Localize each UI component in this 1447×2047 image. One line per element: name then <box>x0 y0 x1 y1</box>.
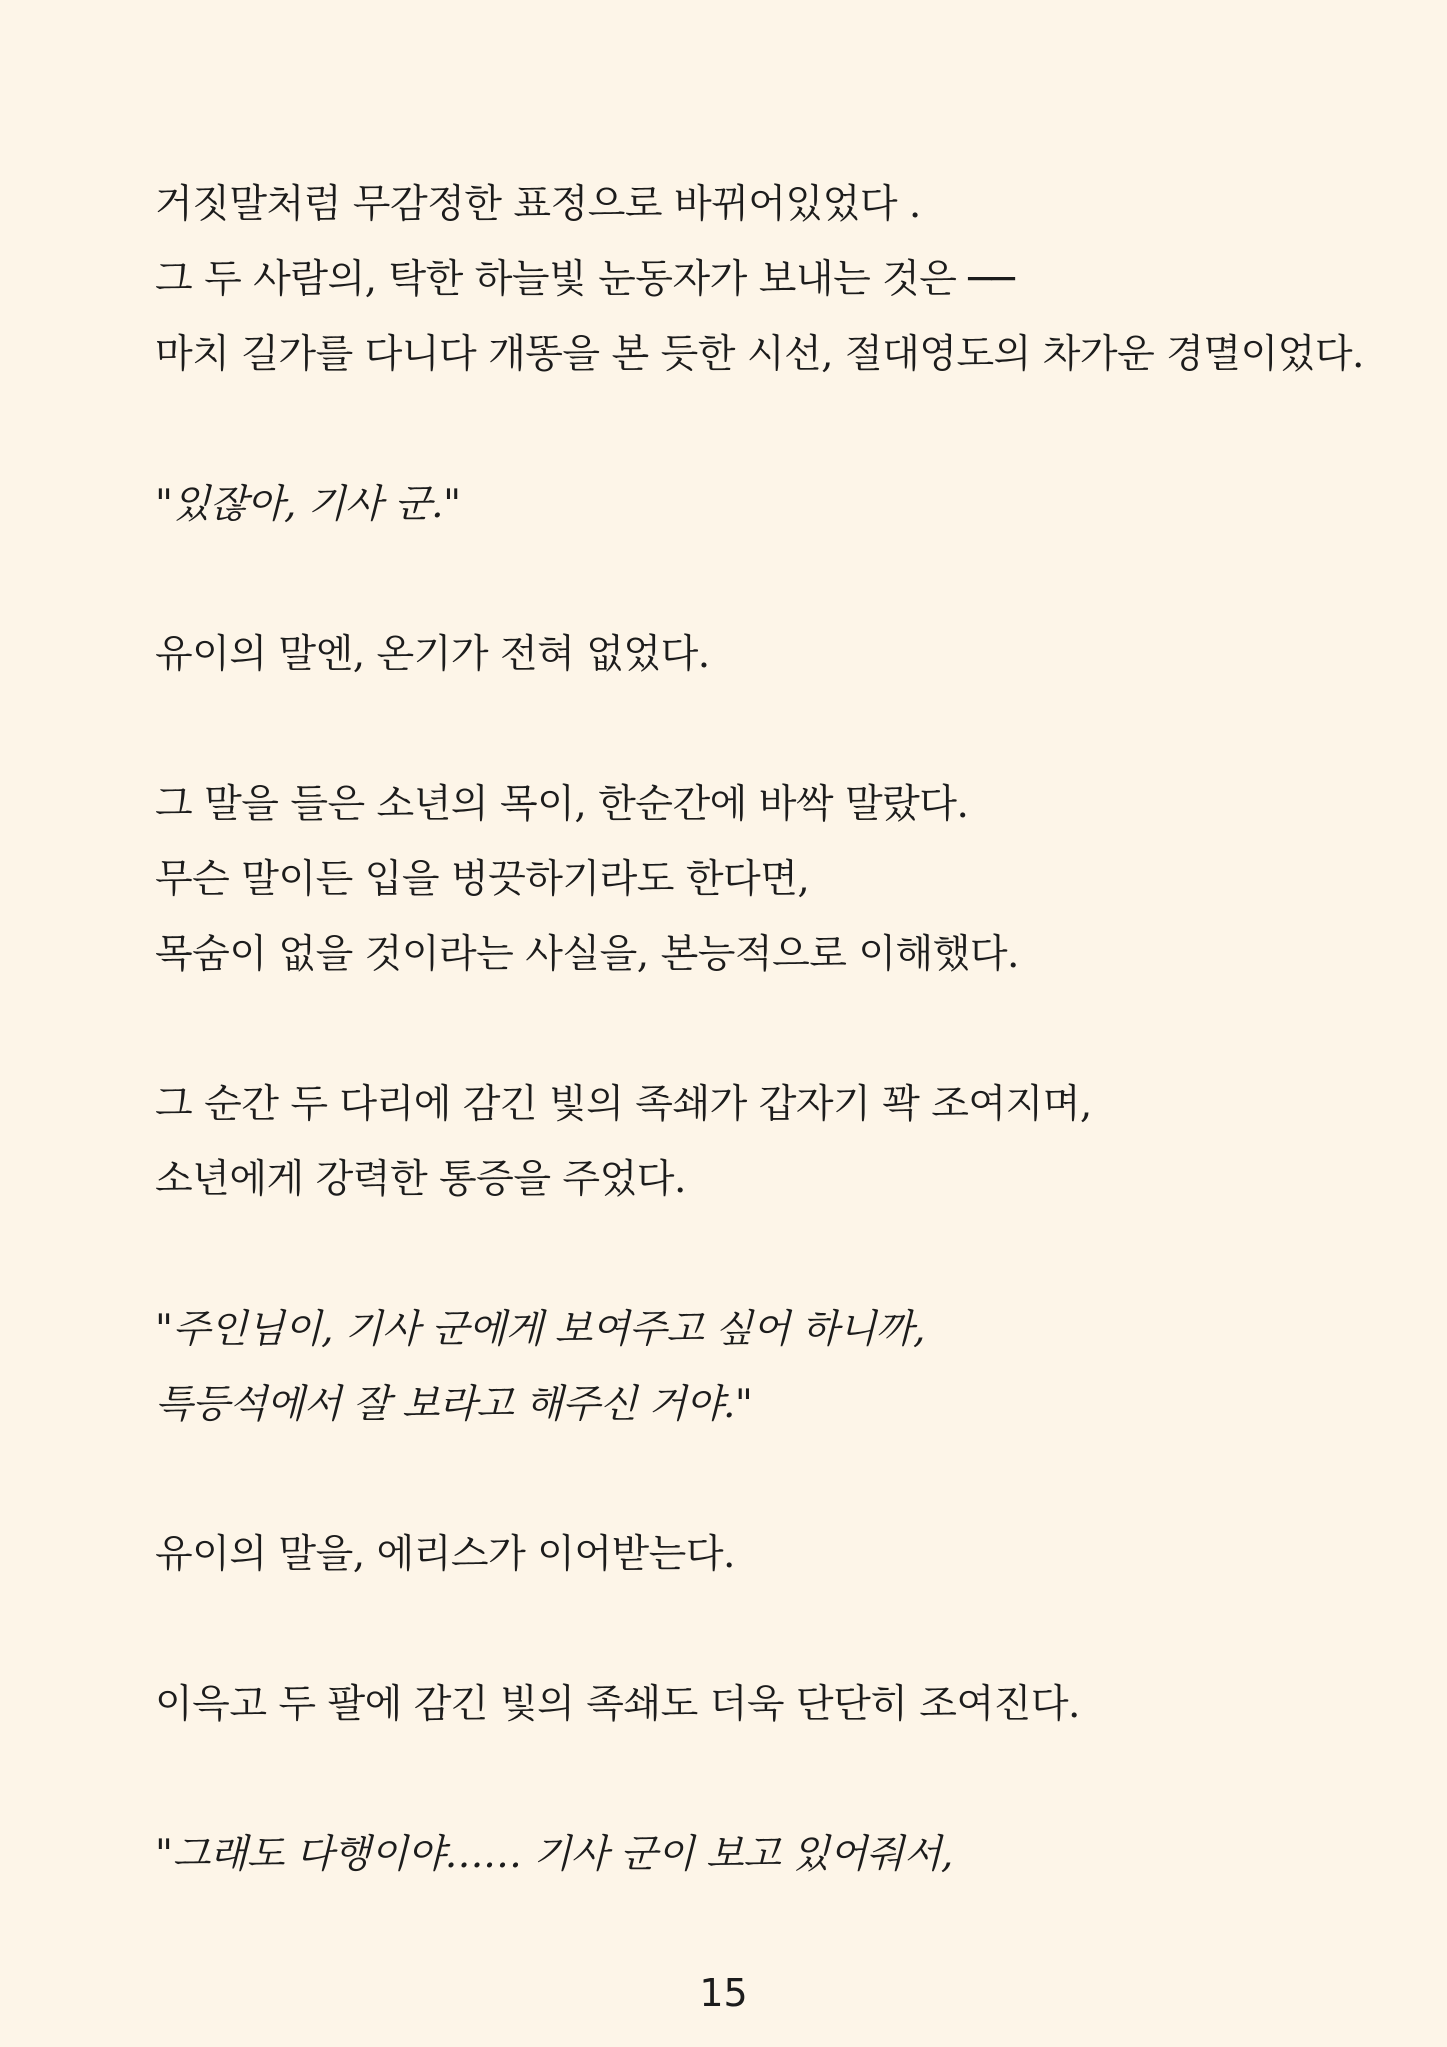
text-line: 목숨이 없을 것이라는 사실을, 본능적으로 이해했다. <box>155 932 1019 977</box>
text-line: 이윽고 두 팔에 감긴 빛의 족쇄도 더욱 단단히 조여진다. <box>155 1682 1080 1727</box>
page-number: 15 <box>699 1971 748 2015</box>
dialogue-line: "그래도 다행이야…… 기사 군이 보고 있어줘서, <box>155 1832 953 1877</box>
dialogue-line: "주인님이, 기사 군에게 보여주고 싶어 하니까, <box>155 1307 925 1352</box>
text-line: 무슨 말이든 입을 벙끗하기라도 한다면, <box>155 857 810 902</box>
text-line: 거짓말처럼 무감정한 표정으로 바뀌어있었다 . <box>155 182 921 227</box>
dialogue-line: "있잖아, 기사 군." <box>155 482 461 527</box>
text-line: 마치 길가를 다니다 개똥을 본 듯한 시선, 절대영도의 차가운 경멸이었다. <box>155 332 1364 377</box>
dialogue-line: 특등석에서 잘 보라고 해주신 거야." <box>155 1382 753 1427</box>
text-line: 그 두 사람의, 탁한 하늘빛 눈동자가 보내는 것은 ── <box>155 257 1015 302</box>
text-line: 그 말을 들은 소년의 목이, 한순간에 바싹 말랐다. <box>155 782 969 827</box>
text-line: 유이의 말을, 에리스가 이어받는다. <box>155 1532 735 1577</box>
text-line: 유이의 말엔, 온기가 전혀 없었다. <box>155 632 710 677</box>
text-line: 그 순간 두 다리에 감긴 빛의 족쇄가 갑자기 꽉 조여지며, <box>155 1082 1092 1127</box>
text-line: 소년에게 강력한 통증을 주었다. <box>155 1157 686 1202</box>
